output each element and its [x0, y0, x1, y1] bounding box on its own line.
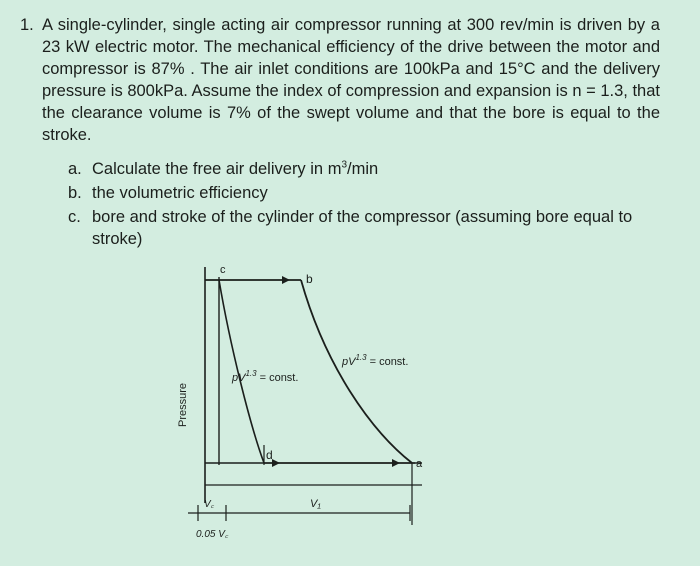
- problem-text: A single-cylinder, single acting air compressor running at 300 rev/min is driven by a 23 kW electric motor. The mechanical efficiency of the drive between the motor and compressor is 87% . The air inlet conditions are 100kPa and 15°C and the delivery pressure is 800kPa. Assume the index of compression and expansion is n = 1.3, that the clearance volume is 7% of the swept volume and that the bore is equal to the stroke.: [42, 16, 660, 144]
- subpart-text-post: /min: [347, 160, 379, 178]
- subparts-list: [68, 158, 658, 252]
- v1-label: V₁: [310, 498, 321, 510]
- subpart-b: [68, 182, 658, 204]
- clearance-label: V꜀: [204, 499, 215, 510]
- pv-diagram-svg: [160, 255, 460, 555]
- subpart-superscript: 3: [341, 159, 348, 171]
- problem-statement: [20, 14, 660, 146]
- subpart-c: [68, 206, 658, 250]
- pressure-axis-label: Pressure: [177, 382, 189, 428]
- point-b-label: b: [306, 272, 313, 286]
- pv-diagram: [160, 255, 460, 555]
- problem-number: 1.: [20, 16, 34, 34]
- subpart-text: [92, 158, 658, 180]
- point-a-label: a: [416, 458, 423, 470]
- point-c-label: c: [220, 264, 226, 276]
- induction-arrow-icon: [392, 459, 400, 467]
- expansion-label: $pV^{1.3}$ = const.: [232, 369, 299, 384]
- induction-arrow-icon: [272, 459, 280, 467]
- compression-curve: [301, 280, 412, 463]
- subpart-label: b.: [68, 184, 82, 202]
- subpart-text: the volumetric efficiency: [92, 184, 268, 202]
- point-d-label: d: [266, 448, 273, 462]
- compression-label: $pV^{1.3}$ = const.: [342, 353, 409, 368]
- delivery-arrow-icon: [282, 276, 290, 284]
- clearance-fraction-label: 0.05 V꜀: [196, 529, 229, 540]
- subpart-label: c.: [68, 208, 81, 226]
- subpart-text-pre: Calculate the free air delivery in m: [92, 160, 342, 178]
- subpart-text: bore and stroke of the cylinder of the compressor (assuming bore equal to stroke): [92, 208, 633, 248]
- subpart-label: a.: [68, 160, 82, 178]
- subpart-a: [68, 158, 658, 180]
